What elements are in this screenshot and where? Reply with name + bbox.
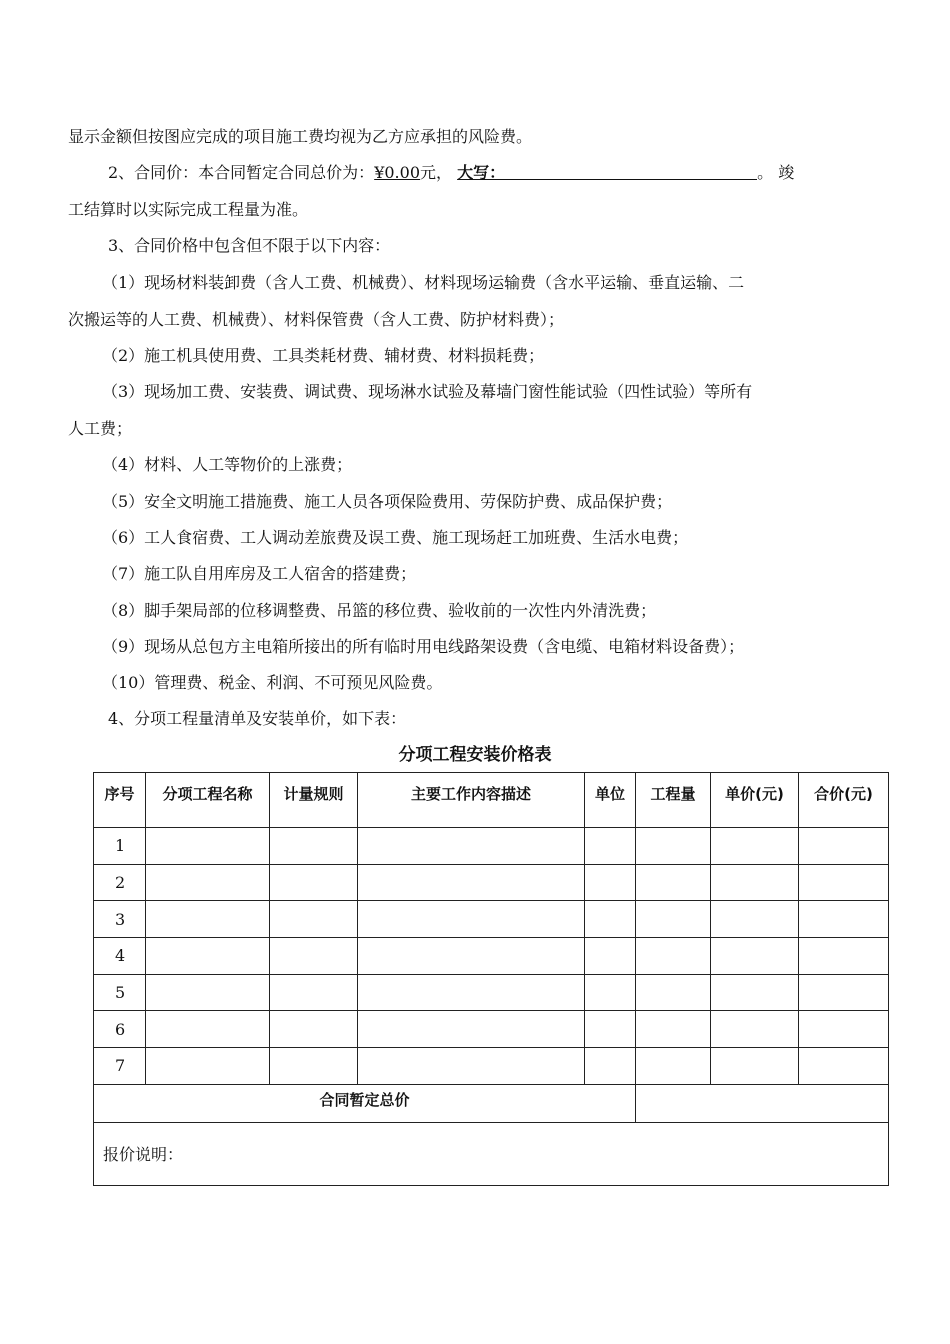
capital-amount-blank [505,163,757,180]
note-row [94,1122,889,1185]
cell-unit-price[interactable] [711,828,799,865]
cell-total-price[interactable] [799,828,889,865]
contract-price-prefix: 2、合同价：本合同暂定合同总价为： [108,163,375,182]
table-row [94,864,889,901]
sub-item-1b: 次搬运等的人工费、机械费）、材料保管费（含人工费、防护材料费）； [68,310,565,329]
cell-quantity[interactable] [636,864,711,901]
cell-work-desc[interactable] [358,864,585,901]
sub-item-1a: （1）现场材料装卸费（含人工费、机械费）、材料现场运输费（含水平运输、垂直运输、二 [102,273,745,292]
cell-item-name[interactable] [146,864,270,901]
cell-measure-rule[interactable] [270,1011,358,1048]
cell-unit[interactable] [585,938,636,975]
sub-item-3a: （3）现场加工费、安装费、调试费、现场淋水试验及幕墙门窗性能试验（四性试验）等所有 [102,382,753,401]
cell-item-name[interactable] [146,1011,270,1048]
cell-unit-price[interactable] [711,938,799,975]
row-number: 3 [94,901,146,938]
total-value-cell[interactable] [636,1084,889,1122]
cell-total-price[interactable] [799,1011,889,1048]
para-contract-price [108,163,794,183]
row-number: 1 [94,828,146,865]
cell-measure-rule[interactable] [270,974,358,1011]
table-header-row [94,773,889,828]
total-row [94,1084,889,1122]
cell-unit-price[interactable] [711,1011,799,1048]
header-seq: 序号 [94,773,146,828]
cell-unit[interactable] [585,1048,636,1085]
contract-price-end: 。 竣 [757,163,795,182]
para-risk-fee: 显示金额但按图应完成的项目施工费均视为乙方应承担的风险费。 [68,127,533,146]
contract-price-amount: ¥0.00 [374,163,420,182]
sub-item-9: （9）现场从总包方主电箱所接出的所有临时用电线路架设费（含电缆、电箱材料设备费）； [102,637,745,656]
row-number: 7 [94,1048,146,1085]
cell-quantity[interactable] [636,828,711,865]
row-number: 6 [94,1011,146,1048]
cell-unit-price[interactable] [711,901,799,938]
table-row [94,901,889,938]
sub-item-5: （5）安全文明施工措施费、施工人员各项保险费用、劳保防护费、成品保护费； [102,492,673,511]
cell-unit-price[interactable] [711,1048,799,1085]
sub-item-8: （8）脚手架局部的位移调整费、吊篮的移位费、验收前的一次性内外清洗费； [102,601,657,620]
sub-item-6: （6）工人食宿费、工人调动差旅费及误工费、施工现场赶工加班费、生活水电费； [102,528,689,547]
sub-item-10: （10）管理费、税金、利润、不可预见风险费。 [102,673,443,692]
cell-total-price[interactable] [799,938,889,975]
header-work-desc: 主要工作内容描述 [358,773,585,828]
sub-item-2: （2）施工机具使用费、工具类耗材费、辅材费、材料损耗费； [102,346,545,365]
header-quantity: 工程量 [636,773,711,828]
row-number: 5 [94,974,146,1011]
table-row [94,1011,889,1048]
cell-unit[interactable] [585,828,636,865]
price-table [93,772,889,1186]
cell-unit[interactable] [585,901,636,938]
para-item4: 4、分项工程量清单及安装单价，如下表： [108,709,407,728]
cell-item-name[interactable] [146,938,270,975]
cell-item-name[interactable] [146,901,270,938]
cell-work-desc[interactable] [358,901,585,938]
cell-total-price[interactable] [799,901,889,938]
quote-note[interactable]: 报价说明： [94,1122,889,1185]
table-row [94,974,889,1011]
header-unit: 单位 [585,773,636,828]
cell-work-desc[interactable] [358,938,585,975]
cell-measure-rule[interactable] [270,901,358,938]
table-title: 分项工程安装价格表 [398,745,552,765]
cell-item-name[interactable] [146,828,270,865]
row-number: 2 [94,864,146,901]
header-total-price: 合价(元) [799,773,889,828]
cell-work-desc[interactable] [358,1048,585,1085]
table-row [94,1048,889,1085]
sub-item-7: （7）施工队自用库房及工人宿舍的搭建费； [102,564,417,583]
cell-measure-rule[interactable] [270,1048,358,1085]
cell-quantity[interactable] [636,938,711,975]
cell-quantity[interactable] [636,974,711,1011]
cell-work-desc[interactable] [358,1011,585,1048]
cell-item-name[interactable] [146,1048,270,1085]
cell-unit[interactable] [585,864,636,901]
cell-item-name[interactable] [146,974,270,1011]
sub-item-4: （4）材料、人工等物价的上涨费； [102,455,353,474]
total-label: 合同暂定总价 [94,1084,636,1122]
table-row [94,828,889,865]
cell-measure-rule[interactable] [270,938,358,975]
cell-total-price[interactable] [799,974,889,1011]
cell-quantity[interactable] [636,901,711,938]
cell-measure-rule[interactable] [270,828,358,865]
cell-work-desc[interactable] [358,828,585,865]
capital-amount-label: 大写： [457,163,506,182]
para-settlement: 工结算时以实际完成工程量为准。 [68,200,309,219]
row-number: 4 [94,938,146,975]
sub-item-3b: 人工费； [68,419,133,438]
contract-price-unit: 元， [420,163,453,182]
cell-unit[interactable] [585,974,636,1011]
cell-unit-price[interactable] [711,864,799,901]
cell-quantity[interactable] [636,1048,711,1085]
cell-measure-rule[interactable] [270,864,358,901]
cell-quantity[interactable] [636,1011,711,1048]
cell-total-price[interactable] [799,864,889,901]
header-measure-rule: 计量规则 [270,773,358,828]
para-item3: 3、合同价格中包含但不限于以下内容： [108,236,391,255]
header-item-name: 分项工程名称 [146,773,270,828]
cell-total-price[interactable] [799,1048,889,1085]
cell-unit-price[interactable] [711,974,799,1011]
cell-work-desc[interactable] [358,974,585,1011]
table-row [94,938,889,975]
cell-unit[interactable] [585,1011,636,1048]
header-unit-price: 单价(元) [711,773,799,828]
